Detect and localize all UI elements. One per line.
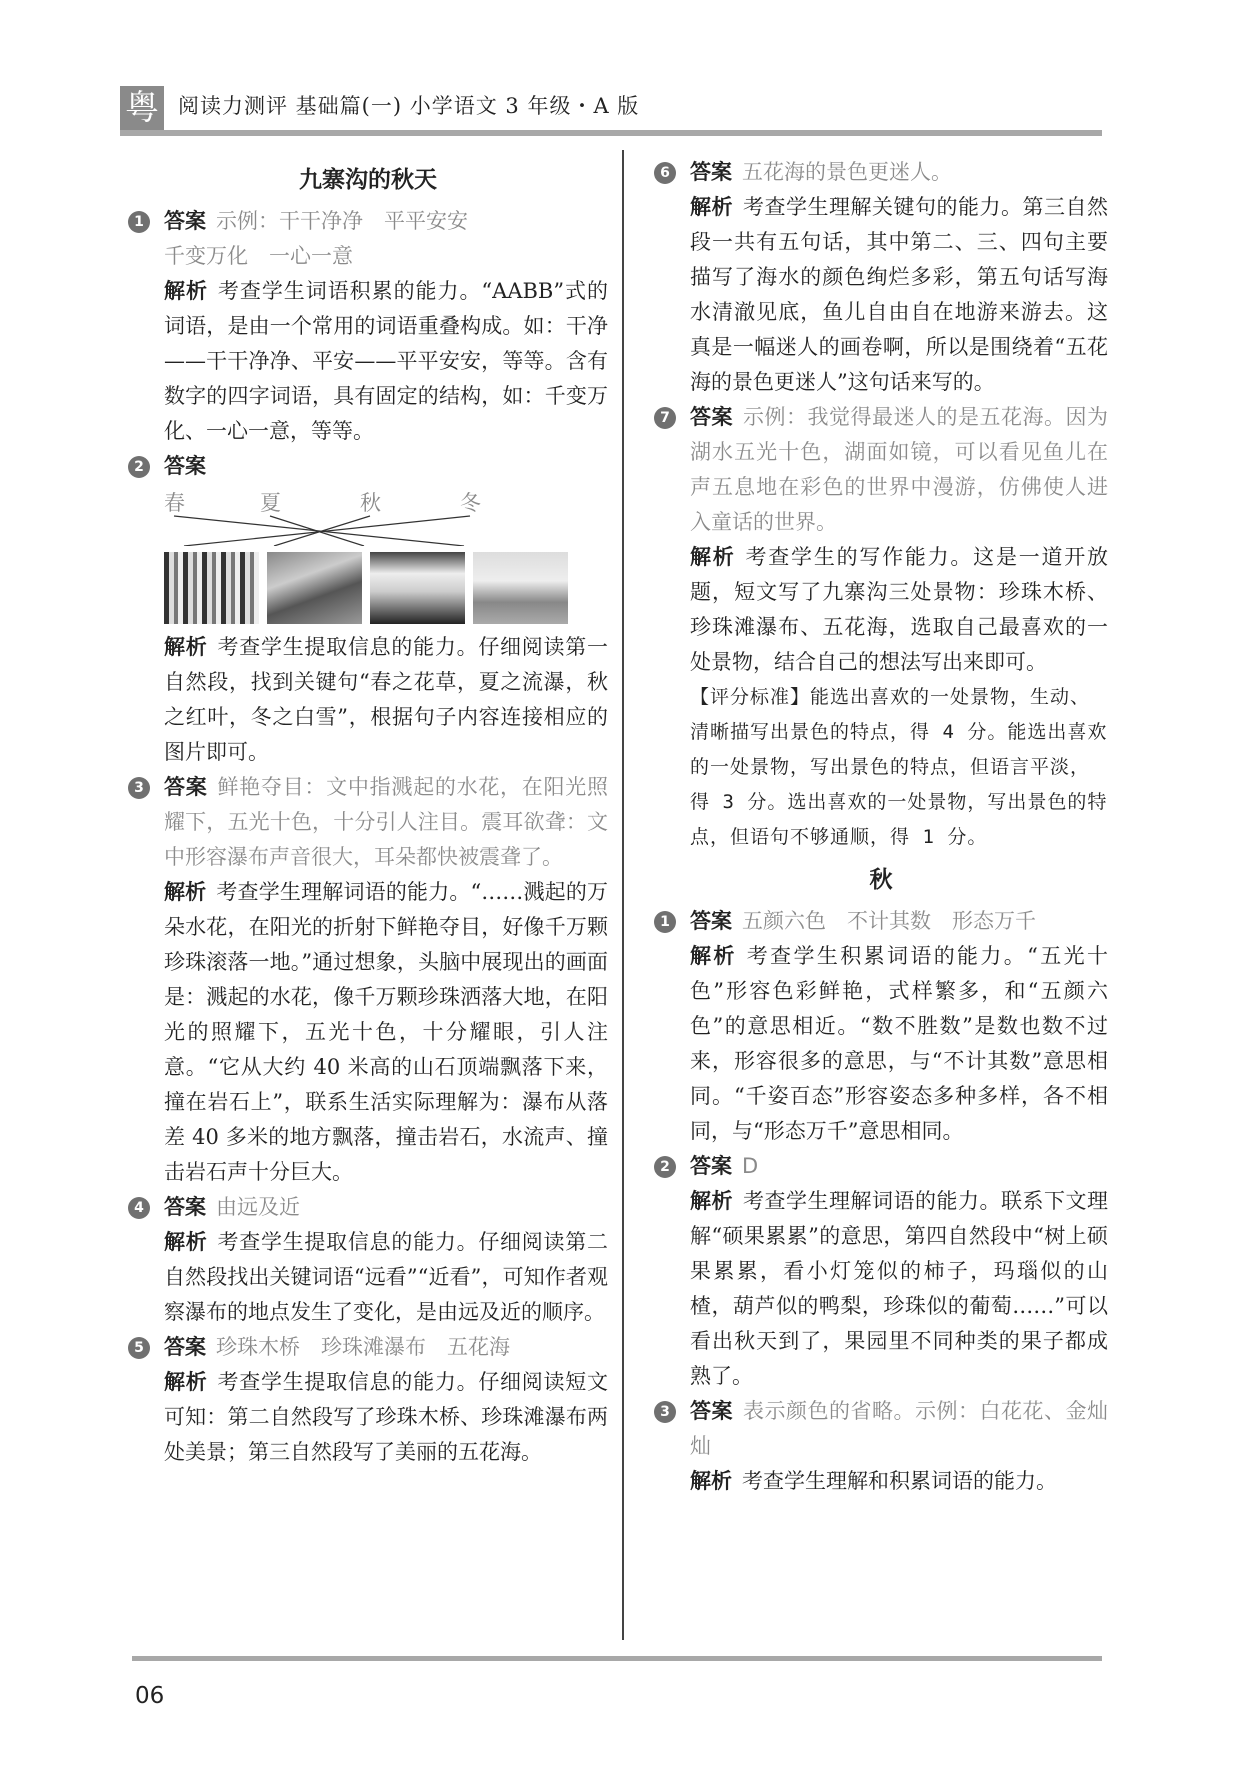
answer-text: D: [742, 1154, 759, 1178]
answer-label: 答案: [690, 909, 732, 933]
analysis-label: 解析: [690, 1469, 732, 1493]
header-title: 阅读力测评 基础篇(一) 小学语文 3 年级・A 版: [178, 94, 640, 118]
season-photos: [164, 552, 608, 624]
question-number: 3: [128, 777, 150, 799]
photo-red-leaves: [267, 552, 362, 624]
analysis-text: 考查学生词语积累的能力。“AABB”式的词语，是由一个常用的词语重叠构成。如：干净——干干净净、平安——平平安安，等等。含有数字的四字词语，具有固定的结构，如：千变万化、一心一意，等等。: [164, 279, 608, 443]
question-number: 2: [128, 456, 150, 478]
season-summer: 夏: [260, 491, 281, 515]
footer-rule: [132, 1656, 1102, 1661]
photo-flower-meadow: [473, 552, 568, 624]
analysis-text: 考查学生提取信息的能力。仔细阅读第二自然段找出关键词语“远看”“近看”，可知作者观察瀑布的地点发生了变化，是由远及近的顺序。: [164, 1230, 609, 1324]
answer-label: 答案: [690, 1399, 733, 1423]
analysis-text: 考查学生的写作能力。这是一道开放题，短文写了九寨沟三处景物：珍珠木桥、珍珠滩瀑布、五花海，选取自己最喜欢的一处景物，结合自己的想法写出来即可。: [690, 545, 1109, 674]
question-3: [128, 770, 608, 1190]
question-4: [128, 1190, 608, 1330]
question-number: 1: [654, 911, 676, 933]
question-number: 2: [654, 1156, 676, 1178]
analysis-text: 考查学生理解词语的能力。“……溅起的万朵水花，在阳光的折射下鲜艳夺目，好像千万颗珍珠滚落一地。”通过想象，头脑中展现出的画面是：溅起的水花，像千万颗珍珠洒落大地，在阳光的照耀下，五光十色，十分耀眼，引人注意。“它从大约 40 米高的山石顶端飘落下来，撞在岩石上”，联系生活实际理解为：瀑布从落差 40 多米的地方飘落，撞击岩石，水流声、撞击岩石声十分巨大。: [164, 880, 609, 1184]
photo-snow-forest: [164, 552, 259, 624]
analysis-label: 解析: [164, 635, 208, 659]
question-1: [128, 204, 608, 449]
answer-text: 表示颜色的省略。示例：白花花、金灿灿: [690, 1399, 1108, 1458]
question-number: 7: [654, 407, 676, 429]
analysis-label: 解析: [164, 1370, 208, 1394]
autumn-question-1: [654, 904, 1108, 1149]
season-winter: 冬: [460, 491, 481, 515]
question-number: 6: [654, 162, 676, 184]
season-spring: 春: [164, 491, 185, 515]
matching-lines: [164, 486, 604, 546]
answer-text: 珍珠木桥 珍珠滩瀑布 五花海: [216, 1335, 510, 1359]
page-header: [120, 84, 1102, 132]
right-column: [654, 155, 1108, 1499]
answer-label: 答案: [164, 1195, 206, 1219]
analysis-text: 考查学生理解和积累词语的能力。: [742, 1469, 1057, 1493]
answer-label: 答案: [164, 209, 206, 233]
column-divider: [622, 150, 624, 1640]
series-logo: 粤: [120, 86, 164, 130]
answer-text: 鲜艳夺目：文中指溅起的水花，在阳光照耀下，五光十色，十分引人注目。震耳欲聋：文中形容瀑布声音很大，耳朵都快被震聋了。: [164, 775, 609, 869]
analysis-text: 考查学生理解关键句的能力。第三自然段一共有五句话，其中第二、三、四句主要描写了海水的颜色绚烂多彩，第五句话写海水清澈见底，鱼儿自由自在地游来游去。这真是一幅迷人的画卷啊，所以是围绕着“五花海的景色更迷人”这句话来写的。: [690, 195, 1108, 394]
answer-text: 五花海的景色更迷人。: [742, 160, 952, 184]
section-title-jiuzhaigou: 九寨沟的秋天: [299, 167, 437, 193]
question-6: [654, 155, 1108, 400]
question-number: 4: [128, 1197, 150, 1219]
answer-label: 答案: [690, 405, 733, 429]
question-number: 1: [128, 211, 150, 233]
answer-text: 五颜六色 不计其数 形态万千: [742, 909, 1036, 933]
page-number: 06: [135, 1683, 165, 1709]
section-title-autumn: 秋: [869, 867, 893, 893]
answer-text: 示例：我觉得最迷人的是五花海。因为湖水五光十色，湖面如镜，可以看见鱼儿在声五息地在彩色的世界中漫游，仿佛使人进入童话的世界。: [690, 405, 1108, 534]
answer-label: 答案: [164, 454, 206, 478]
season-autumn: 秋: [360, 491, 381, 515]
analysis-text: 考查学生提取信息的能力。仔细阅读第一自然段，找到关键句“春之花草，夏之流瀑，秋之红叶，冬之白雪”，根据句子内容连接相应的图片即可。: [164, 635, 609, 764]
header-rule: [120, 130, 1102, 136]
answer-text: 千变万化 一心一意: [164, 244, 353, 268]
autumn-question-2: [654, 1149, 1108, 1394]
answer-label: 答案: [690, 160, 732, 184]
answer-text: 示例：干干净净 平平安安: [216, 209, 468, 233]
question-5: [128, 1330, 608, 1470]
autumn-question-3: [654, 1394, 1108, 1499]
analysis-label: 解析: [690, 545, 736, 569]
analysis-label: 解析: [690, 195, 733, 219]
answer-label: 答案: [690, 1154, 732, 1178]
analysis-text: 考查学生提取信息的能力。仔细阅读短文可知：第二自然段写了珍珠木桥、珍珠滩瀑布两处美景；第三自然段写了美丽的五花海。: [164, 1370, 609, 1464]
analysis-label: 解析: [164, 880, 207, 904]
question-7: [654, 400, 1108, 855]
question-number: 5: [128, 1337, 150, 1359]
analysis-label: 解析: [164, 279, 208, 303]
analysis-text: 考查学生理解词语的能力。联系下文理解“硕果累累”的意思，第四自然段中“树上硕果累累，看小灯笼似的柿子，玛瑙似的山楂，葫芦似的鸭梨，珍珠似的葡萄……”可以看出秋天到了，果园里不同种类的果子都成熟了。: [690, 1189, 1108, 1388]
question-2: [128, 449, 608, 770]
scoring-standard: 【评分标准】能选出喜欢的一处景物，生动、清晰描写出景色的特点，得 4 分。能选出喜欢的一处景物，写出景色的特点，但语言平淡，得 3 分。选出喜欢的一处景物，写出景色的特点，但语句不够通顺，得 1 分。: [690, 686, 1108, 848]
answer-label: 答案: [164, 775, 208, 799]
question-number: 3: [654, 1401, 676, 1423]
analysis-label: 解析: [690, 944, 737, 968]
answer-label: 答案: [164, 1335, 206, 1359]
photo-waterfall: [370, 552, 465, 624]
season-matching: [164, 486, 608, 546]
left-column: [128, 155, 608, 1470]
answer-text: 由远及近: [216, 1195, 300, 1219]
analysis-label: 解析: [164, 1230, 208, 1254]
analysis-text: 考查学生积累词语的能力。“五光十色”形容色彩鲜艳，式样繁多，和“五颜六色”的意思相近。“数不胜数”是数也数不过来，形容很多的意思，与“不计其数”意思相同。“千姿百态”形容姿态多种多样，各不相同，与“形态万千”意思相同。: [690, 944, 1108, 1143]
analysis-label: 解析: [690, 1189, 733, 1213]
